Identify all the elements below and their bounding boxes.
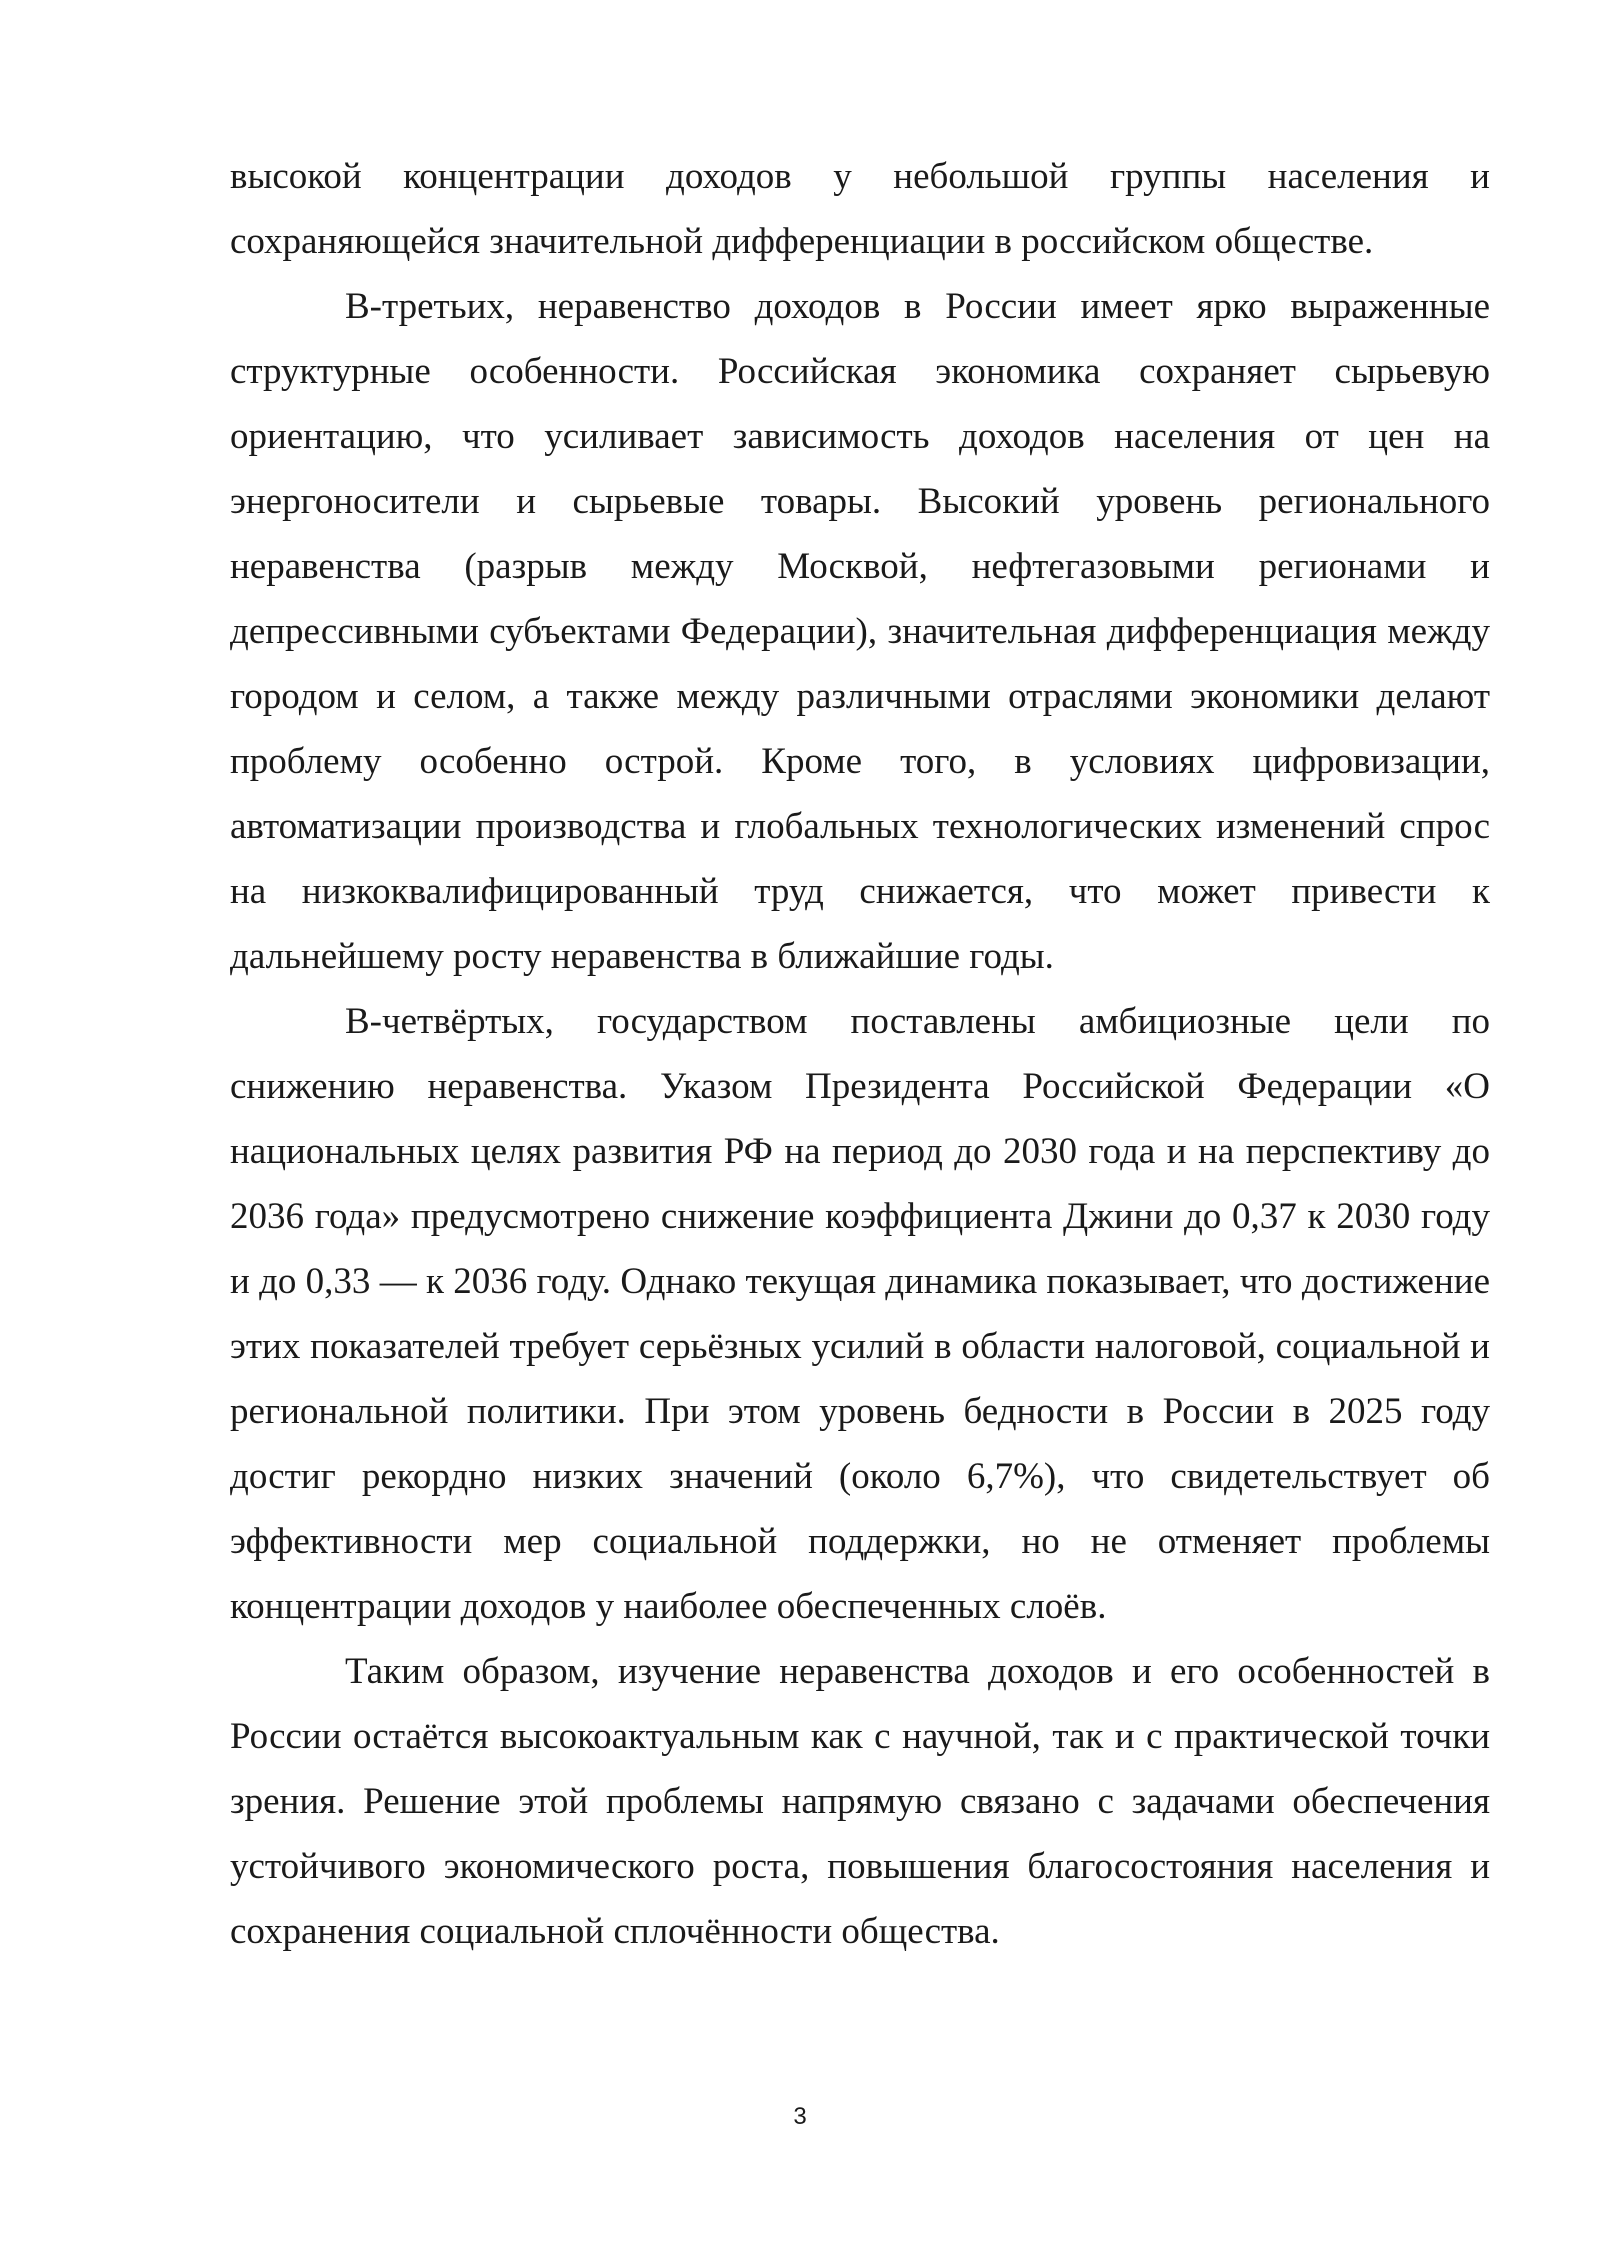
page-number: 3 xyxy=(793,2103,807,2130)
paragraph-conclusion: Таким образом, изучение неравенства доходов и его особенностей в России остаётся высокоактуальным как с научной, так и с практической точки зрения. Решение этой проблемы напрямую связано с задачами обеспечения устойчивого экономического роста, повышения благосостояния населения и сохранения социальной сплочённости общества. xyxy=(230,1651,1490,1952)
body-text xyxy=(230,144,1490,1964)
paragraph-continuation: высокой концентрации доходов у небольшой группы населения и сохраняющейся значительной дифференциации в российском обществе. xyxy=(230,156,1490,262)
paragraph-fourth-point: В-четвёртых, государством поставлены амбициозные цели по снижению неравенства. Указом Президента Российской Федерации «О национальных целях развития РФ на период до 2030 года и на перспективу до 2036 года» предусмотрено снижение коэффициента Джини до 0,37 к 2030 году и до 0,33 — к 2036 году. Однако текущая динамика показывает, что достижение этих показателей требует серьёзных усилий в области налоговой, социальной и региональной политики. При этом уровень бедности в России в 2025 году достиг рекордно низких значений (около 6,7%), что свидетельствует об эффективности мер социальной поддержки, но не отменяет проблемы концентрации доходов у наиболее обеспеченных слоёв. xyxy=(230,1001,1490,1627)
paragraph-third-point: В-третьих, неравенство доходов в России имеет ярко выраженные структурные особенности. Российская экономика сохраняет сырьевую ориентацию, что усиливает зависимость доходов населения от цен на энергоносители и сырьевые товары. Высокий уровень регионального неравенства (разрыв между Москвой, нефтегазовыми регионами и депрессивными субъектами Федерации), значительная дифференциация между городом и селом, а также между различными отраслями экономики делают проблему особенно острой. Кроме того, в условиях цифровизации, автоматизации производства и глобальных технологических изменений спрос на низкоквалифицированный труд снижается, что может привести к дальнейшему росту неравенства в ближайшие годы. xyxy=(230,286,1490,977)
